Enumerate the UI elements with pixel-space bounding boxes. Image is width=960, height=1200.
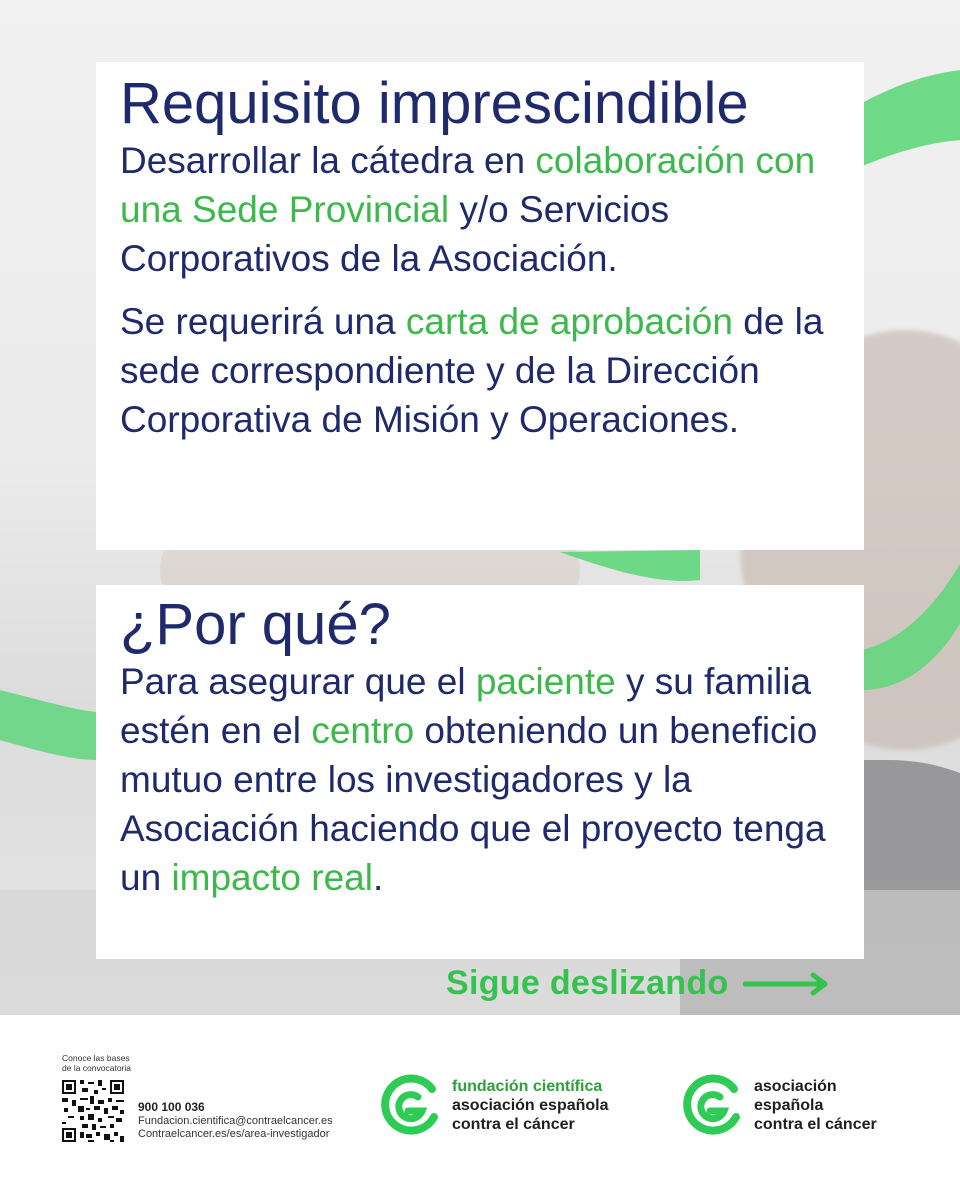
why-card <box>96 585 864 959</box>
highlight-segment: colaboración con una Sede Provincial <box>120 139 816 230</box>
email-link[interactable]: Fundacion.cientifica@contraelcancer.es <box>138 1115 333 1127</box>
logo-1-line-2: asociación española <box>452 1096 609 1114</box>
fundacion-cientifica-logo[interactable] <box>378 1073 609 1137</box>
text-segment: y/o Servicios Corporativos de la Asociación. <box>120 188 670 279</box>
website-link[interactable]: Contraelcancer.es/es/area-investigador <box>138 1128 330 1140</box>
aecc-swirl-icon <box>378 1073 442 1137</box>
highlight-segment: impacto real <box>171 856 373 898</box>
swipe-label: Sigue deslizando <box>446 964 729 1002</box>
why-paragraph <box>120 657 842 902</box>
text-segment: Para asegurar que el <box>120 660 476 702</box>
highlight-segment: paciente <box>475 660 616 702</box>
why-heading: ¿Por qué? <box>120 592 391 657</box>
qr-code-icon[interactable] <box>60 1078 126 1144</box>
logo-2-text <box>754 1077 877 1134</box>
contact-info <box>138 1100 333 1141</box>
highlight-segment: carta de aprobación <box>405 300 733 342</box>
logo-1-text <box>452 1077 609 1134</box>
logo-2-line-2: española <box>754 1096 824 1114</box>
requirement-heading: Requisito imprescindible <box>120 71 749 136</box>
text-segment: Desarrollar la cátedra en <box>120 139 536 181</box>
requirement-paragraph-1 <box>120 136 842 283</box>
qr-caption <box>62 1053 152 1073</box>
requirement-card <box>96 62 864 550</box>
logo-1-line-3: contra el cáncer <box>452 1115 575 1133</box>
text-segment: de la sede correspondiente y de la Dirección Corporativa de Misión y Operaciones. <box>120 300 824 440</box>
swipe-hint[interactable] <box>446 964 831 1003</box>
phone-number[interactable]: 900 100 036 <box>138 1100 205 1114</box>
aecc-swirl-icon <box>680 1073 744 1137</box>
text-segment: Se requerirá una <box>120 300 406 342</box>
arrow-right-icon <box>743 972 831 996</box>
qr-caption-line-2: de la convocatoria <box>62 1063 131 1073</box>
logo-2-line-1: asociación <box>754 1077 837 1095</box>
requirement-paragraph-2 <box>120 297 842 444</box>
logo-2-line-3: contra el cáncer <box>754 1115 877 1133</box>
highlight-segment: centro <box>311 709 415 751</box>
qr-caption-line-1: Conoce las bases <box>62 1053 130 1063</box>
text-segment: . <box>372 856 384 898</box>
logo-1-line-1: fundación científica <box>452 1077 603 1095</box>
text-segment: y su familia estén en el <box>120 660 812 751</box>
footer <box>0 1015 960 1200</box>
aecc-logo[interactable] <box>680 1073 877 1137</box>
text-segment: obteniendo un beneficio mutuo entre los investigadores y la Asociación haciendo que el proyecto tenga un <box>120 709 826 898</box>
